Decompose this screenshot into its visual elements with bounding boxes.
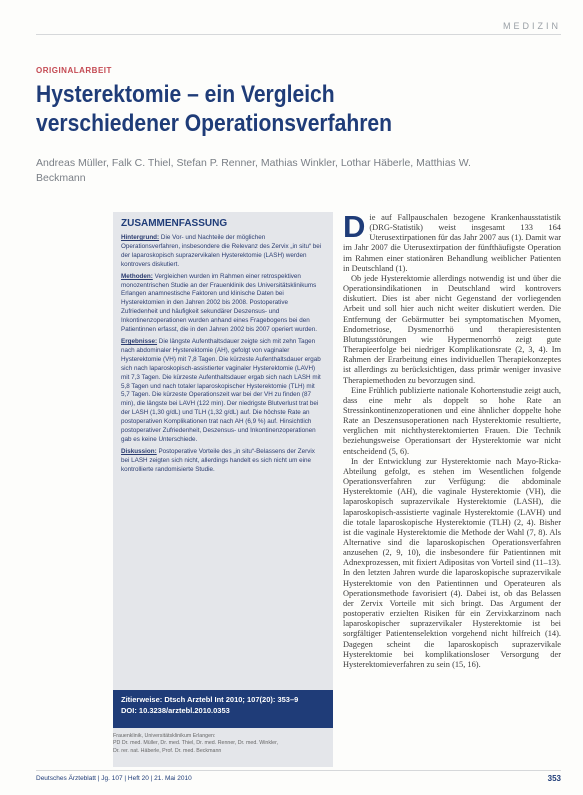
body-paragraph: Ob jede Hysterektomie allerdings notwendig ist und über die Operationsindikationen in Deutschland wird kontrovers diskutiert. Dies ist aber nicht Gegenstand der vorliegenden Arbeit und soll hier auch nicht weiter diskutiert werden. Die Entfernung der Gebärmutter bei symptomatischen Myomen, Endometriose, Dysmenorrhö und therapieresistenten Blutungsstörungen wie Hypermenorrhö zeigt gute Therapieerfolge bei niedriger Komplikationsrate (2, 3, 4). Im Rahmen der Erarbeitung eines individuellen Therapiekonzeptes ist allerdings zu berücksichtigen, dass primär weniger invasive Therapiemethoden zu bevorzugen sind. bbox=[343, 273, 561, 385]
article-authors: Andreas Müller, Falk C. Thiel, Stefan P. Renner, Mathias Winkler, Lothar Häberle, Matthias W. Beckmann bbox=[36, 157, 471, 184]
abstract-paragraph bbox=[121, 234, 324, 270]
section-tag: MEDIZIN bbox=[503, 21, 561, 31]
abstract-heading: ZUSAMMENFASSUNG bbox=[121, 218, 228, 229]
body-paragraph bbox=[343, 209, 561, 274]
doi-line: DOI: 10.3238/arztebl.2010.0353 bbox=[121, 706, 230, 715]
abstract-text: Postoperative Vorteile des „in situ“-Belassens der Zervix bei LASH zeigten sich nicht, allerdings handelt es sich nicht um eine kontrollierte randomisierte Studie. bbox=[121, 447, 315, 473]
footnote-line: Dr. rer. nat. Häberle, Prof. Dr. med. Beckmann bbox=[113, 747, 222, 754]
abstract-label: Diskussion: bbox=[121, 447, 157, 455]
footnote-line: Frauenklinik, Universitätsklinikum Erlangen: bbox=[113, 733, 216, 739]
abstract-label: Methoden: bbox=[121, 272, 153, 280]
citation-box bbox=[113, 690, 333, 728]
abstract-label: Ergebnisse: bbox=[121, 337, 158, 345]
footer-rule bbox=[36, 770, 561, 771]
abstract-text: Vergleichen wurden im Rahmen einer retrospektiven monozentrischen Studie an der Frauenklinik des Universitätsklinikums Erlangen anamnestische Faktoren und klinische Daten bei Hysterektomien in den Jahren 2002 bis 2008. Postoperative Zufriedenheit und häufigkeit sekundärer Deszensus- und Inkontinenzoperationen wurden anhand eines Fragebogens bei den Patientinnen erfasst, die in den Jahren 2002 bis 2007 operiert wurden. bbox=[121, 272, 318, 334]
page-number: 353 bbox=[547, 774, 561, 783]
affiliation-footnote bbox=[113, 733, 333, 755]
drop-cap: D bbox=[343, 209, 366, 244]
article-title: Hysterektomie – ein Vergleich verschiedener Operationsverfahren bbox=[36, 81, 392, 137]
abstract-body bbox=[121, 234, 324, 478]
body-text: ie auf Fallpauschalen bezogene Krankenhausstatistik (DRG-Statistik) weist insgesamt 133 164 Uterusextirpationen für das Jahr 2007 aus (1). Damit war im Jahr 2007 die Uterusextirpation der fünfthäufigste Operation im Rahmen einer stationären Behandlung weiblicher Patienten in Deutschland (1). bbox=[343, 213, 561, 273]
body-paragraph: Eine Frühlich publizierte nationale Kohortenstudie zeigt auch, dass eine mehr als doppelt so hohe Rate an Stressinkontinenzoperationen und eine ähnlicher doppelte hohe Rate an Deszensusoperationen nach Hysterektomie resultierte, verglichen mit nichthysterektomierten Frauen. Die Technik beziehungsweise Operationsart der Hysterektomie war nicht entscheidend (5, 6). bbox=[343, 385, 561, 456]
journal-footer: Deutsches Ärzteblatt | Jg. 107 | Heft 20 | 21. Mai 2010 bbox=[36, 775, 192, 782]
abstract-text: Die längste Aufenthaltsdauer zeigte sich mit zehn Tagen nach abdominaler Hysterektomie (AH), gefolgt von vaginaler Hysterektomie (VH) mit 7,8 Tagen. Die kürzeste Aufenthaltsdauer ergab sich nach laparoskopisch-assistierter vaginaler Hysterektomie (LAVH) mit 7,3 Tagen. Die kürzeste Aufenthaltsdauer ergab sich nach LASH mit 5,8 Tagen und nach totaler laparoskopischer Hysterektomie (TLH) mit 5,7 Tagen. Die kürzeste Operationszeit war bei der VH zu finden (87 min), die längste bei LAVH (122 min). Der niedrigste Blutverlust trat bei der LASH (1,30 g/dL) und TLH (1,32 g/dL) auf. Die höchste Rate an postoperativen Komplikationen trat nach AH (6,9 %) auf. Hinsichtlich postoperativer Zufriedenheit, Deszensus- und Inkontinenzoperationen gab es keine Unterschiede. bbox=[121, 337, 321, 443]
article-kicker: ORIGINALARBEIT bbox=[36, 66, 112, 75]
abstract-text: Die Vor- und Nachteile der möglichen Operationsverfahren, insbesondere die Relevanz des Zervix „in situ“ bei der laparoskopisch suprazervikalen Hysterektomie (LASH) werden kontrovers diskutiert. bbox=[121, 234, 322, 268]
abstract-paragraph bbox=[121, 273, 324, 335]
body-paragraph: In der Entwicklung zur Hysterektomie nach Mayo-Ricka-Abteilung gefolgt, es stehen im Wesentlichen folgende Operationsverfahren zur Verfügung: die abdominale Hysterektomie (AH), die vaginale Hysterektomie (VH), die laparoskopisch suprazervikale Hysterektomie (LASH), die laparoskopisch-assistierte vaginale Hysterektomie (LAVH) und die totale laparoskopische Hysterektomie (TLH) (2, 4). Bisher ist die vaginale Hysterektomie die Methode der Wahl (7, 8). Als Alternative sind die laparoskopischen Operationsverfahren anzusehen (2, 9, 10), die insbesondere für Patientinnen mit Adnexprozessen, mit fixiert Adipositas von Vorteil sind (11–13). In den letzten Jahren wurde die laparoskopische suprazervikale Hysterektomie von den Patientinnen und Operateuren als Operationsmethode favorisiert (4). Dabei ist, ob das Belassen der Zervix Vorteile mit sich bringt. Das Argument der postoperativ erzielten Risiken für ein Zervixkarzinom nach laparoskopischer suprazervikaler Hysterektomie ist bei sorgfältiger Patientenselektion vorgehend nicht hilfreich (14). Dagegen scheint die laparoskopisch suprazervikale Hysterektomie bei komplikationsloser Versorgung der Hysterektomieverfahren zu sein (15, 16). bbox=[343, 456, 561, 669]
abstract-label: Hintergrund: bbox=[121, 234, 160, 241]
citation-line: Zitierweise: Dtsch Arztebl Int 2010; 107(20): 353–9 bbox=[121, 695, 299, 704]
footnote-line: PD Dr. med. Müller, Dr. med. Thiel, Dr. med. Renner, Dr. med. Winkler, bbox=[113, 740, 279, 747]
abstract-paragraph bbox=[121, 448, 324, 475]
body-column bbox=[343, 209, 561, 670]
header-rule bbox=[36, 34, 561, 35]
abstract-paragraph bbox=[121, 338, 324, 445]
abstract-box bbox=[113, 212, 333, 767]
